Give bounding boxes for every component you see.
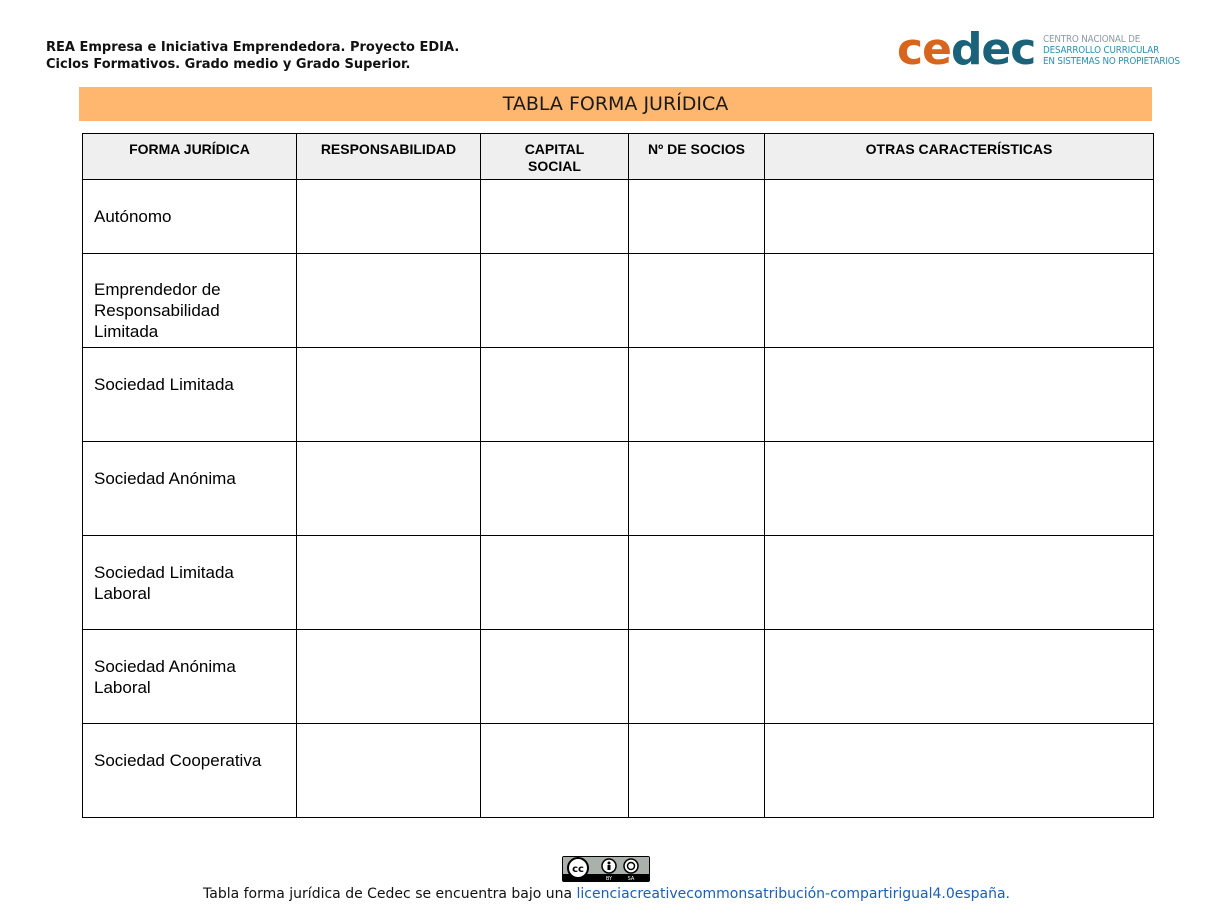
table-cell[interactable] <box>765 254 1154 348</box>
table-row <box>83 630 1154 724</box>
table-cell[interactable] <box>629 254 765 348</box>
table-cell[interactable] <box>297 348 481 442</box>
license-footer <box>0 886 1213 902</box>
table-cell[interactable] <box>629 630 765 724</box>
svg-text:SA: SA <box>627 876 635 881</box>
page-title: TABLA FORMA JURÍDICA <box>79 87 1152 121</box>
legal-form-name: Emprendedor de Responsabilidad Limitada <box>83 254 297 348</box>
table-cell[interactable] <box>481 254 629 348</box>
legal-form-name: Sociedad Cooperativa <box>83 724 297 818</box>
legal-form-name: Autónomo <box>83 180 297 254</box>
table-body <box>83 180 1154 818</box>
column-header: FORMA JURÍDICA <box>83 134 297 180</box>
table-cell[interactable] <box>629 536 765 630</box>
table-cell[interactable] <box>629 180 765 254</box>
table-cell[interactable] <box>297 254 481 348</box>
column-header: OTRAS CARACTERÍSTICAS <box>765 134 1154 180</box>
table-cell[interactable] <box>765 180 1154 254</box>
table-cell[interactable] <box>297 724 481 818</box>
document-header <box>46 39 459 73</box>
table-cell[interactable] <box>629 348 765 442</box>
column-header: CAPITAL SOCIAL <box>481 134 629 180</box>
legal-form-name: Sociedad Limitada <box>83 348 297 442</box>
table-cell[interactable] <box>481 536 629 630</box>
legal-form-name: Sociedad Anónima Laboral <box>83 630 297 724</box>
svg-text:cc: cc <box>572 864 584 875</box>
license-link[interactable]: licenciacreativecommonsatribución-compartirigual4.0españa. <box>576 886 1010 902</box>
table-row <box>83 536 1154 630</box>
table-cell[interactable] <box>765 442 1154 536</box>
table-row <box>83 442 1154 536</box>
table-cell[interactable] <box>481 724 629 818</box>
svg-text:BY: BY <box>605 876 613 881</box>
table-row <box>83 348 1154 442</box>
table-cell[interactable] <box>481 180 629 254</box>
table-cell[interactable] <box>297 536 481 630</box>
header-line-1: REA Empresa e Iniciativa Emprendedora. Proyecto EDIA. <box>46 40 460 55</box>
logo-wordmark: cedec <box>897 24 1036 75</box>
table-row <box>83 180 1154 254</box>
legal-form-name: Sociedad Limitada Laboral <box>83 536 297 630</box>
legal-form-name: Sociedad Anónima <box>83 442 297 536</box>
column-header: RESPONSABILIDAD <box>297 134 481 180</box>
table-cell[interactable] <box>765 348 1154 442</box>
legal-forms-table <box>82 133 1154 818</box>
table-cell[interactable] <box>765 536 1154 630</box>
table-cell[interactable] <box>297 180 481 254</box>
column-header: Nº DE SOCIOS <box>629 134 765 180</box>
creative-commons-by-sa-icon[interactable] <box>562 856 650 882</box>
table-cell[interactable] <box>629 724 765 818</box>
table-row <box>83 724 1154 818</box>
logo-tagline: CENTRO NACIONAL DE DESARROLLO CURRICULAR EN SISTEMAS NO PROPIETARIOS <box>1043 33 1181 67</box>
table-row <box>83 254 1154 348</box>
table-cell[interactable] <box>629 442 765 536</box>
table-cell[interactable] <box>765 724 1154 818</box>
table-cell[interactable] <box>297 442 481 536</box>
table-cell[interactable] <box>481 348 629 442</box>
table-header-row <box>83 134 1154 180</box>
table-cell[interactable] <box>481 630 629 724</box>
header-line-2: Ciclos Formativos. Grado medio y Grado Superior. <box>46 57 411 72</box>
table-cell[interactable] <box>765 630 1154 724</box>
footer-text: Tabla forma jurídica de Cedec se encuentra bajo una <box>203 886 577 902</box>
cedec-logo <box>897 24 1199 75</box>
table-cell[interactable] <box>297 630 481 724</box>
table-cell[interactable] <box>481 442 629 536</box>
